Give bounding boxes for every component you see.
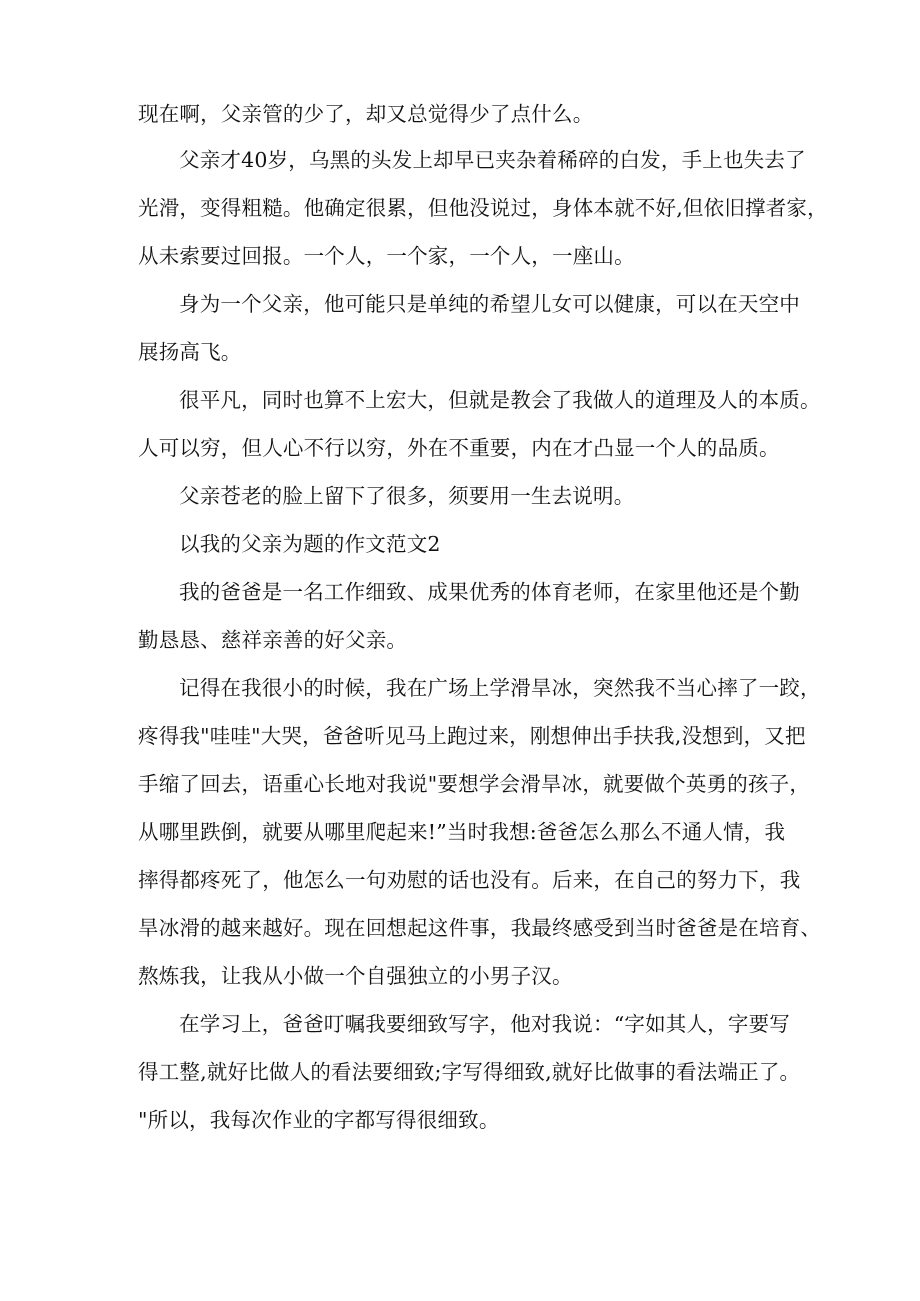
paragraph-start: 父亲才40岁，乌黑的头发上却早已夹杂着稀碎的白发，手上也失去了 xyxy=(179,148,806,172)
text-line: 现在啊，父亲管的少了，却又总觉得少了点什么。 xyxy=(138,102,594,126)
text-line: 摔得都疼死了，他怎么一句劝慰的话也没有。后来，在自己的努力下，我 xyxy=(138,868,801,892)
text-line: 手缩了回去，语重心长地对我说"要想学会滑旱冰，就要做个英勇的孩子， xyxy=(138,772,811,796)
paragraph-start: 记得在我很小的时候，我在广场上学滑旱冰，突然我不当心摔了一跤， xyxy=(179,676,821,700)
paragraph-start: 身为一个父亲，他可能只是单纯的希望儿女可以健康，可以在天空中 xyxy=(179,292,800,316)
text-line: 得工整,就好比做人的看法要细致;字写得细致,就好比做事的看法端正了。 xyxy=(138,1060,801,1084)
text-line: 疼得我"哇哇"大哭，爸爸听见马上跑过来，刚想伸出手扶我,没想到，又把 xyxy=(138,724,806,748)
text-line: 熬炼我，让我从小做一个自强独立的小男子汉。 xyxy=(138,964,573,988)
paragraph-start: 我的爸爸是一名工作细致、成果优秀的体育老师，在家里他还是个勤 xyxy=(179,580,800,604)
text-line: 从哪里跌倒，就要从哪里爬起来!”当时我想:爸爸怎么那么不通人情，我 xyxy=(138,820,786,844)
text-line: 光滑，变得粗糙。他确定很累，但他没说过，身体本就不好,但依旧撑者家， xyxy=(138,196,828,220)
paragraph-start: 在学习上，爸爸叮嘱我要细致写字，他对我说：“字如其人，字要写 xyxy=(179,1012,790,1036)
text-line: 勤恳恳、慈祥亲善的好父亲。 xyxy=(138,628,408,652)
text-line: "所以，我每次作业的字都写得很细致。 xyxy=(138,1108,500,1132)
text-line: 从未索要过回报。一个人，一个家，一个人，一座山。 xyxy=(138,244,635,268)
text-line: 展扬高飞。 xyxy=(138,340,242,364)
text-line: 旱冰滑的越来越好。现在回想起这件事，我最终感受到当时爸爸是在培育、 xyxy=(138,916,822,940)
paragraph-start: 很平凡，同时也算不上宏大，但就是教会了我做人的道理及人的本质。 xyxy=(179,388,821,412)
paragraph-start: 父亲苍老的脸上留下了很多，须要用一生去说明。 xyxy=(179,484,635,508)
text-line: 人可以穷，但人心不行以穷，外在不重要，内在才凸显一个人的品质。 xyxy=(138,436,780,460)
section-heading: 以我的父亲为题的作文范文2 xyxy=(179,532,441,556)
